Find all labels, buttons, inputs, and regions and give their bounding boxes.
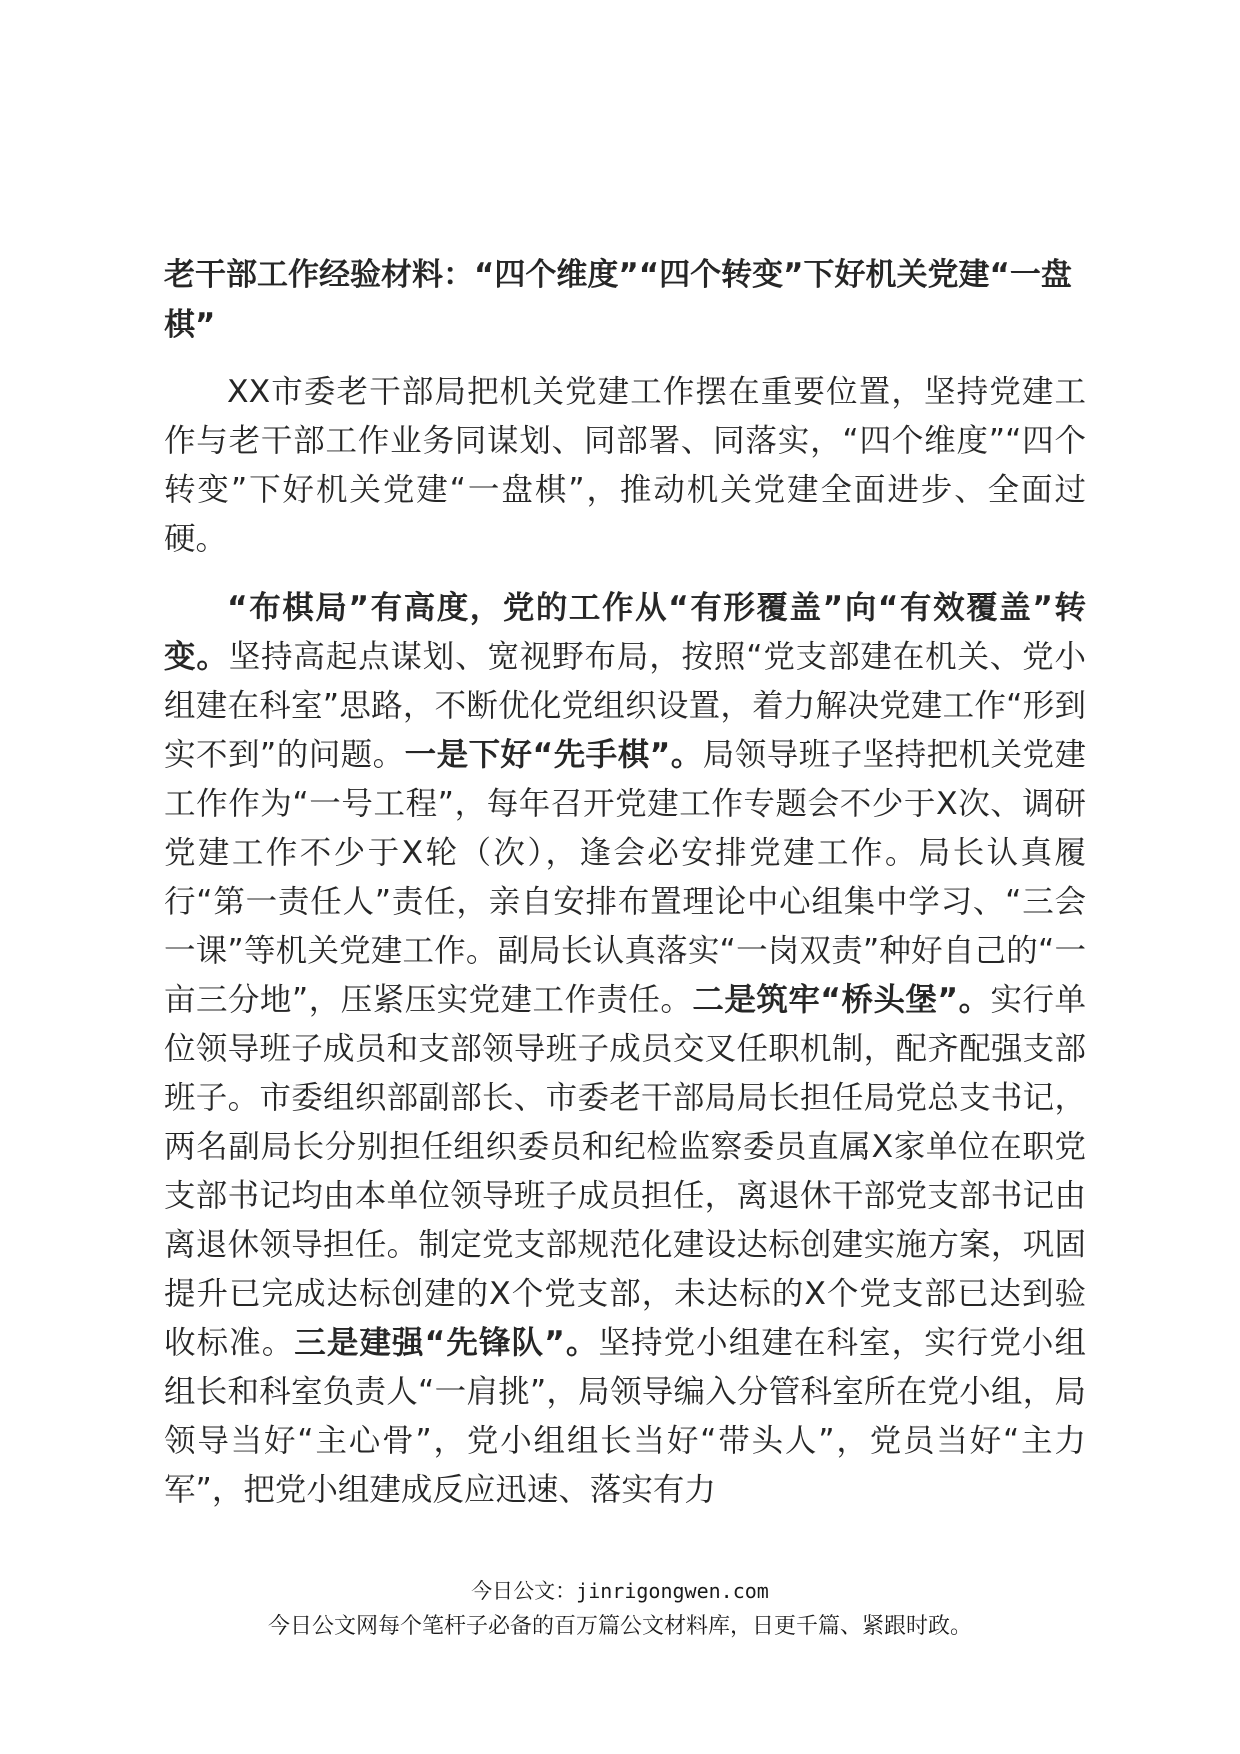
document-title: 老干部工作经验材料：“四个维度”“四个转变”下好机关党建“一盘棋” [164,257,1072,343]
intro-paragraph: XX市委老干部局把机关党建工作摆在重要位置，坚持党建工作与老干部工作业务同谋划、同部署、同落实，“四个维度”“四个转变”下好机关党建“一盘棋”，推动机关党建全面进步、全面过硬。 [164,374,1086,557]
footer-site [0,1576,1240,1606]
section-heading: “布棋局”有高度，党的工作从“有形覆盖”向“有效覆盖”转变。 [164,590,1086,675]
point-2-text: 实行单位领导班子成员和支部领导班子成员交叉任职机制，配齐配强支部班子。市委组织部副部长、市委老干部局局长担任局党总支书记，两名副局长分别担任组织委员和纪检监察委员直属X家单位在职党支部书记均由本单位领导班子成员担任，离退休干部党支部书记由离退休领导担任。制定党支部规范化建设达标创建实施方案，巩固提升已完成达标创建的X个党支部，未达标的X个党支部已达到验收标准。 [164,982,1086,1361]
point-1-label: 一是下好“先手棋”。 [404,737,703,773]
footer-site-label: 今日公文： [471,1579,577,1603]
point-3-label: 三是建强“先锋队”。 [294,1325,599,1361]
section-text: 坚持高起点谋划、宽视野布局，按照“党支部建在机关、党小组建在科室”思路，不断优化党组织设置，着力解决党建工作“形到实不到”的问题。 [164,639,1086,773]
point-3-text: 坚持党小组建在科室，实行党小组组长和科室负责人“一肩挑”，局领导编入分管科室所在党小组，局领导当好“主心骨”，党小组组长当好“带头人”，党员当好“主力军”，把党小组建成反应迅速、落实有力 [164,1325,1086,1508]
point-1-text: 局领导班子坚持把机关党建工作作为“一号工程”，每年召开党建工作专题会不少于X次、调研党建工作不少于X轮（次），逢会必安排党建工作。局长认真履行“第一责任人”责任，亲自安排布置理论中心组集中学习、“三会一课”等机关党建工作。副局长认真落实“一岗双责”种好自己的“一亩三分地”，压紧压实党建工作责任。 [164,737,1086,1018]
document-body [164,250,1086,1535]
point-2-label: 二是筑牢“桥头堡”。 [692,982,991,1018]
section-paragraph [164,584,1086,1515]
footer-site-url[interactable]: jinrigongwen.com [576,1579,769,1603]
footer-slogan: 今日公文网每个笔杆子必备的百万篇公文材料库，日更千篇、紧跟时政。 [267,1614,972,1639]
